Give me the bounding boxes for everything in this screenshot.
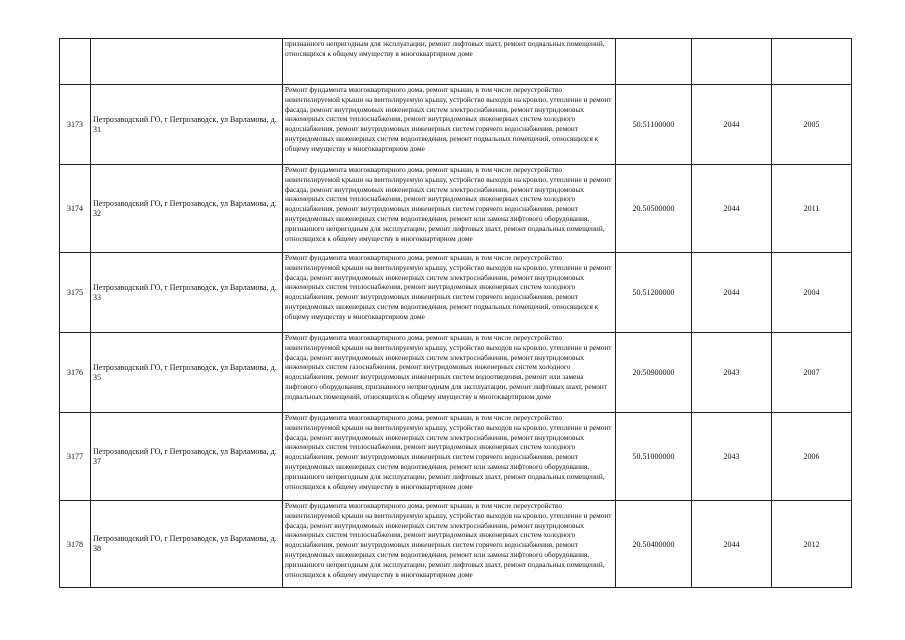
row-plan-year: 2043 bbox=[692, 413, 772, 501]
row-number: 3178 bbox=[60, 501, 91, 588]
row-build-year: 2007 bbox=[772, 333, 852, 413]
row-build-year: 2012 bbox=[772, 501, 852, 588]
row-address: Петрозаводский ГО, г Петрозаводск, ул Варламова, д. 33 bbox=[91, 253, 283, 333]
table-body bbox=[60, 39, 852, 588]
row-works: Ремонт фундамента многоквартирного дома, ремонт крыши, в том числе переустройство невентилируемой крыши на вентилируемую крышу, устройство выходов на кровлю, утепление и ремонт фасада, ремонт внутридомовых инженерных систем электроснабжения, ремонт внутридомовых инженерных систем теплоснабжения, ремонт внутридомовых инженерных систем холодного водоснабжения, ремонт внутридомовых инженерных систем горячего водоснабжения, ремонт внутридомовых инженерных систем водоотведения, ремонт или замена лифтового оборудования, признанного непригодным для эксплуатации, ремонт лифтовых шахт, ремонт подвальных помещений, относящихся к общему имуществу в многоквартирном доме bbox=[283, 165, 616, 253]
row-build-year: 2005 bbox=[772, 85, 852, 165]
row-works: Ремонт фундамента многоквартирного дома, ремонт крыши, в том числе переустройство невентилируемой крыши на вентилируемую крышу, устройство выходов на кровлю, утепление и ремонт фасада, ремонт внутридомовых инженерных систем электроснабжения, ремонт внутридомовых инженерных систем газоснабжения, ремонт внутридомовых инженерных систем холодного водоснабжения, ремонт внутридомовых инженерных систем водоотведения, ремонт или замена лифтового оборудования, признанного непригодным для эксплуатации, ремонт лифтовых шахт, ремонт подвальных помещений, относящихся к общему имуществу в многоквартирном доме bbox=[283, 333, 616, 413]
row-number: 3174 bbox=[60, 165, 91, 253]
row-plan-year: 2044 bbox=[692, 85, 772, 165]
table-row bbox=[60, 501, 852, 588]
table-row bbox=[60, 39, 852, 85]
row-address: Петрозаводский ГО, г Петрозаводск, ул Варламова, д. 31 bbox=[91, 85, 283, 165]
row-cost-code: 20.50400000 bbox=[616, 501, 692, 588]
row-number: 3177 bbox=[60, 413, 91, 501]
row-build-year bbox=[772, 39, 852, 85]
row-number bbox=[60, 39, 91, 85]
row-works: Ремонт фундамента многоквартирного дома, ремонт крыши, в том числе переустройство невентилируемой крыши на вентилируемую крышу, устройство выходов на кровлю, утепление и ремонт фасада, ремонт внутридомовых инженерных систем электроснабжения, ремонт внутридомовых инженерных систем теплоснабжения, ремонт внутридомовых инженерных систем холодного водоснабжения, ремонт внутридомовых инженерных систем горячего водоснабжения, ремонт внутридомовых инженерных систем водоотведения, ремонт или замена лифтового оборудования, признанного непригодным для эксплуатации, ремонт лифтовых шахт, ремонт подвальных помещений, относящихся к общему имуществу в многоквартирном доме bbox=[283, 413, 616, 501]
table-row bbox=[60, 253, 852, 333]
row-works: Ремонт фундамента многоквартирного дома, ремонт крыши, в том числе переустройство невентилируемой крыши на вентилируемую крышу, устройство выходов на кровлю, утепление и ремонт фасада, ремонт внутридомовых инженерных систем электроснабжения, ремонт внутридомовых инженерных систем теплоснабжения, ремонт внутридомовых инженерных систем холодного водоснабжения, ремонт внутридомовых инженерных систем горячего водоснабжения, ремонт внутридомовых инженерных систем водоотведения, ремонт подвальных помещений, относящихся к общему имуществу в многоквартирном доме bbox=[283, 85, 616, 165]
row-plan-year bbox=[692, 39, 772, 85]
row-build-year: 2004 bbox=[772, 253, 852, 333]
row-cost-code: 20.50900000 bbox=[616, 333, 692, 413]
table-row bbox=[60, 333, 852, 413]
row-address: Петрозаводский ГО, г Петрозаводск, ул Варламова, д. 37 bbox=[91, 413, 283, 501]
row-cost-code bbox=[616, 39, 692, 85]
row-plan-year: 2044 bbox=[692, 253, 772, 333]
row-works: признанного непригодным для эксплуатации, ремонт лифтовых шахт, ремонт подвальных помещений, относящихся к общему имуществу в многоквартирном доме bbox=[283, 39, 616, 85]
row-address bbox=[91, 39, 283, 85]
row-address: Петрозаводский ГО, г Петрозаводск, ул Варламова, д. 35 bbox=[91, 333, 283, 413]
row-plan-year: 2044 bbox=[692, 165, 772, 253]
row-works: Ремонт фундамента многоквартирного дома, ремонт крыши, в том числе переустройство невентилируемой крыши на вентилируемую крышу, устройство выходов на кровлю, утепление и ремонт фасада, ремонт внутридомовых инженерных систем электроснабжения, ремонт внутридомовых инженерных систем теплоснабжения, ремонт внутридомовых инженерных систем холодного водоснабжения, ремонт внутридомовых инженерных систем горячего водоснабжения, ремонт внутридомовых инженерных систем водоотведения, ремонт или замена лифтового оборудования, признанного непригодным для эксплуатации, ремонт лифтовых шахт, ремонт подвальных помещений, относящихся к общему имуществу в многоквартирном доме bbox=[283, 501, 616, 588]
row-works: Ремонт фундамента многоквартирного дома, ремонт крыши, в том числе переустройство невентилируемой крыши на вентилируемую крышу, устройство выходов на кровлю, утепление и ремонт фасада, ремонт внутридомовых инженерных систем электроснабжения, ремонт внутридомовых инженерных систем теплоснабжения, ремонт внутридомовых инженерных систем холодного водоснабжения, ремонт внутридомовых инженерных систем горячего водоснабжения, ремонт внутридомовых инженерных систем водоотведения, ремонт подвальных помещений, относящихся к общему имуществу в многоквартирном доме bbox=[283, 253, 616, 333]
row-cost-code: 50.51200000 bbox=[616, 253, 692, 333]
row-address: Петрозаводский ГО, г Петрозаводск, ул Варламова, д. 38 bbox=[91, 501, 283, 588]
row-cost-code: 20.50500000 bbox=[616, 165, 692, 253]
row-build-year: 2006 bbox=[772, 413, 852, 501]
row-number: 3176 bbox=[60, 333, 91, 413]
table-row bbox=[60, 165, 852, 253]
row-cost-code: 50.51000000 bbox=[616, 413, 692, 501]
row-number: 3173 bbox=[60, 85, 91, 165]
row-build-year: 2011 bbox=[772, 165, 852, 253]
row-address: Петрозаводский ГО, г Петрозаводск, ул Варламова, д. 32 bbox=[91, 165, 283, 253]
row-plan-year: 2043 bbox=[692, 333, 772, 413]
table-row bbox=[60, 413, 852, 501]
row-number: 3175 bbox=[60, 253, 91, 333]
table-row bbox=[60, 85, 852, 165]
capital-repair-table bbox=[59, 38, 852, 588]
row-cost-code: 50.51100000 bbox=[616, 85, 692, 165]
document-page bbox=[59, 38, 851, 593]
row-plan-year: 2044 bbox=[692, 501, 772, 588]
